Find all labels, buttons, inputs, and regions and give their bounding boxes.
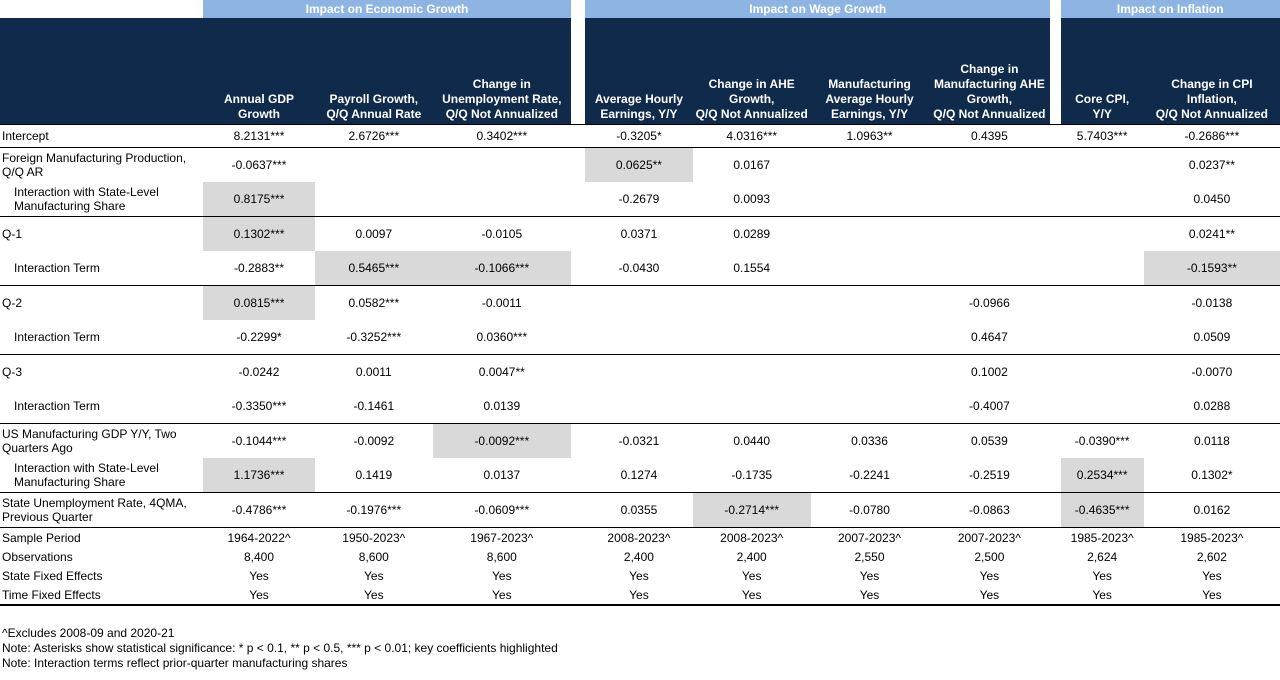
table-cell bbox=[693, 320, 811, 355]
table-cell: 5.7403*** bbox=[1061, 125, 1144, 148]
table-cell bbox=[585, 389, 693, 424]
table-cell: Yes bbox=[859, 568, 880, 583]
table-cell: Yes bbox=[629, 568, 649, 583]
table-cell: -0.2299* bbox=[236, 330, 282, 344]
row-label: Q-3 bbox=[0, 355, 203, 390]
group-spacer bbox=[1050, 0, 1060, 18]
column-header-line: Q/Q Not Annualized bbox=[933, 107, 1046, 121]
cell-spacer bbox=[571, 493, 585, 528]
table-cell: 1967-2023^ bbox=[433, 528, 571, 548]
table-row bbox=[0, 528, 1280, 548]
table-body bbox=[0, 125, 1280, 606]
cell-spacer bbox=[571, 585, 585, 605]
table-cell: 0.0011 bbox=[315, 355, 433, 390]
cell-spacer bbox=[571, 286, 585, 321]
table-cell: Yes bbox=[741, 568, 762, 583]
cell-spacer bbox=[1050, 251, 1060, 286]
table-cell bbox=[433, 148, 571, 183]
column-header-line: Manufacturing AHE bbox=[933, 77, 1045, 91]
column-header-line: Y/Y bbox=[1092, 107, 1112, 121]
column-header-line: Growth bbox=[238, 107, 281, 121]
table-cell: 0.3402*** bbox=[433, 125, 571, 148]
table-cell: -0.3205* bbox=[585, 125, 693, 148]
table-cell: 0.0137 bbox=[483, 468, 521, 482]
table-row bbox=[0, 148, 1280, 183]
table-cell: -0.2679 bbox=[618, 192, 660, 206]
table-cell bbox=[811, 251, 929, 286]
table-cell bbox=[585, 286, 693, 321]
table-row bbox=[0, 251, 1280, 286]
table-cell: 0.0162 bbox=[1144, 493, 1280, 528]
table-cell: Yes bbox=[1092, 568, 1112, 583]
column-header bbox=[1061, 18, 1144, 125]
column-header-line: Average Hourly bbox=[825, 92, 914, 106]
table-cell: 8,600 bbox=[358, 549, 389, 564]
table-cell: -0.2883** bbox=[234, 261, 285, 275]
cell-spacer bbox=[571, 182, 585, 217]
table-cell: 0.8175*** bbox=[203, 182, 315, 217]
table-cell: Yes bbox=[1061, 585, 1144, 605]
cell-spacer bbox=[571, 320, 585, 355]
table-cell: -0.0138 bbox=[1144, 286, 1280, 321]
table-cell: 2008-2023^ bbox=[585, 528, 693, 548]
table-cell: 0.1302* bbox=[1191, 468, 1233, 482]
table-cell: 0.2534*** bbox=[1061, 458, 1144, 493]
table-cell: -0.0070 bbox=[1144, 355, 1280, 390]
table-cell: -0.0780 bbox=[811, 493, 929, 528]
table-cell bbox=[928, 217, 1050, 252]
column-header-line: Change in CPI bbox=[1171, 77, 1253, 91]
table-cell bbox=[585, 355, 693, 390]
table-cell: 0.0288 bbox=[1193, 399, 1231, 413]
table-cell: 1.0963** bbox=[811, 125, 929, 148]
table-cell: -0.4635*** bbox=[1061, 493, 1144, 528]
header-spacer bbox=[571, 18, 585, 125]
table-cell: 2,500 bbox=[974, 549, 1005, 564]
table-cell: Yes bbox=[928, 585, 1050, 605]
table-cell bbox=[811, 217, 929, 252]
table-cell: -0.0011 bbox=[433, 286, 571, 321]
table-cell: 1950-2023^ bbox=[315, 528, 433, 548]
table-cell: Yes bbox=[492, 568, 512, 583]
table-cell: 1964-2022^ bbox=[203, 528, 315, 548]
table-cell bbox=[811, 355, 929, 390]
table-cell: -0.1735 bbox=[731, 468, 773, 482]
table-cell bbox=[693, 286, 811, 321]
table-cell: Yes bbox=[249, 568, 269, 583]
row-label: Intercept bbox=[0, 125, 203, 148]
table-cell: -0.1066*** bbox=[433, 251, 571, 286]
table-cell bbox=[928, 251, 1050, 286]
row-label: Interaction Term bbox=[14, 330, 100, 344]
table-cell: 0.0139 bbox=[483, 399, 521, 413]
table-cell: 0.0539 bbox=[928, 424, 1050, 459]
table-cell: 0.0815*** bbox=[203, 286, 315, 321]
column-header-line: Average Hourly bbox=[594, 92, 684, 106]
row-label: US Manufacturing GDP Y/Y, Two Quarters Ago bbox=[0, 424, 203, 459]
table-cell: Yes bbox=[1144, 585, 1280, 605]
table-cell: Yes bbox=[811, 585, 929, 605]
table-cell: -0.0966 bbox=[928, 286, 1050, 321]
cell-spacer bbox=[571, 389, 585, 424]
table-cell: -0.0390*** bbox=[1061, 424, 1144, 459]
table-cell bbox=[811, 320, 929, 355]
cell-spacer bbox=[1050, 424, 1060, 459]
table-cell: 0.1554 bbox=[733, 261, 771, 275]
table-cell: 1985-2023^ bbox=[1061, 528, 1144, 548]
table-cell: -0.0637*** bbox=[203, 148, 315, 183]
table-cell: 0.0097 bbox=[315, 217, 433, 252]
table-cell bbox=[928, 148, 1050, 183]
table-cell: -0.2686*** bbox=[1144, 125, 1280, 148]
table-row bbox=[0, 217, 1280, 252]
column-header bbox=[315, 18, 433, 125]
cell-spacer bbox=[571, 458, 585, 493]
table-cell: 0.0336 bbox=[811, 424, 929, 459]
group-header-blank bbox=[0, 0, 203, 18]
table-cell: 0.0582*** bbox=[315, 286, 433, 321]
row-label: Observations bbox=[2, 549, 73, 564]
table-cell bbox=[315, 182, 433, 217]
table-cell: -0.0321 bbox=[585, 424, 693, 459]
cell-spacer bbox=[1050, 320, 1060, 355]
table-cell bbox=[1061, 355, 1144, 390]
cell-spacer bbox=[571, 355, 585, 390]
column-header-line: Q/Q Not Annualized bbox=[1155, 107, 1268, 121]
cell-spacer bbox=[1050, 585, 1060, 605]
table-cell: 2,624 bbox=[1087, 549, 1118, 564]
table-row bbox=[0, 493, 1280, 528]
table-cell: 0.1274 bbox=[620, 468, 658, 482]
table-cell: -0.2241 bbox=[849, 468, 890, 482]
cell-spacer bbox=[571, 125, 585, 148]
column-header-line: Change in AHE bbox=[708, 77, 795, 91]
table-cell: -0.3252*** bbox=[346, 330, 402, 344]
row-label: Interaction Term bbox=[14, 399, 100, 413]
table-cell: 2008-2023^ bbox=[693, 528, 811, 548]
table-cell: -0.0430 bbox=[618, 261, 660, 275]
table-cell: 2,602 bbox=[1196, 549, 1227, 564]
column-header-line: Manufacturing bbox=[828, 77, 911, 91]
table-cell bbox=[811, 286, 929, 321]
group-spacer bbox=[571, 0, 585, 18]
table-cell: 2,400 bbox=[736, 549, 767, 564]
table-cell bbox=[928, 182, 1050, 217]
cell-spacer bbox=[571, 217, 585, 252]
table-row bbox=[0, 320, 1280, 355]
cell-spacer bbox=[1050, 389, 1060, 424]
column-header-line: Inflation, bbox=[1186, 92, 1237, 106]
row-label: State Fixed Effects bbox=[2, 568, 103, 583]
table-cell: 2,400 bbox=[623, 549, 654, 564]
table-cell: Yes bbox=[315, 585, 433, 605]
column-header bbox=[203, 18, 315, 125]
cell-spacer bbox=[1050, 547, 1060, 566]
cell-spacer bbox=[1050, 148, 1060, 183]
column-header-line: Change in bbox=[960, 62, 1019, 76]
column-header bbox=[1144, 18, 1280, 125]
row-label: Interaction Term bbox=[14, 261, 100, 275]
column-header bbox=[585, 18, 693, 125]
column-header bbox=[433, 18, 571, 125]
note-excludes: ^Excludes 2008-09 and 2020-21 bbox=[2, 626, 175, 640]
table-cell: 0.0509 bbox=[1193, 330, 1231, 344]
table-cell: 0.0625** bbox=[585, 148, 693, 183]
table-cell bbox=[693, 389, 811, 424]
table-cell: 4.0316*** bbox=[693, 125, 811, 148]
table-cell: 8,400 bbox=[244, 549, 275, 564]
table-cell: 0.1002 bbox=[928, 355, 1050, 390]
column-header-line: Q/Q Not Annualized bbox=[445, 107, 558, 121]
table-row bbox=[0, 125, 1280, 148]
table-cell: 1985-2023^ bbox=[1144, 528, 1280, 548]
row-label: Interaction with State-Level Manufacturing Share bbox=[14, 461, 159, 489]
header-blank bbox=[0, 18, 203, 125]
table-cell: 0.0450 bbox=[1193, 192, 1231, 206]
table-cell bbox=[1061, 389, 1144, 424]
cell-spacer bbox=[1050, 566, 1060, 585]
table-row bbox=[0, 182, 1280, 217]
cell-spacer bbox=[1050, 493, 1060, 528]
table-cell: Yes bbox=[1202, 568, 1222, 583]
table-cell: 0.0355 bbox=[585, 493, 693, 528]
group-inflation: Impact on Inflation bbox=[1061, 0, 1280, 18]
column-header-line: Change in bbox=[472, 77, 531, 91]
cell-spacer bbox=[571, 424, 585, 459]
table-cell: -0.2519 bbox=[969, 468, 1010, 482]
column-header-line: Earnings, Y/Y bbox=[600, 107, 678, 121]
row-label: State Unemployment Rate, 4QMA, Previous Quarter bbox=[0, 493, 203, 528]
cell-spacer bbox=[1050, 217, 1060, 252]
table-row bbox=[0, 566, 1280, 585]
column-header bbox=[811, 18, 929, 125]
cell-spacer bbox=[1050, 528, 1060, 548]
cell-spacer bbox=[1050, 458, 1060, 493]
table-cell bbox=[811, 389, 929, 424]
table-cell bbox=[433, 182, 571, 217]
table-cell bbox=[1061, 148, 1144, 183]
table-cell: 0.0360*** bbox=[476, 330, 528, 344]
table-cell: -0.1044*** bbox=[203, 424, 315, 459]
column-header-line: Q/Q Not Annualized bbox=[695, 107, 808, 121]
cell-spacer bbox=[1050, 286, 1060, 321]
column-header bbox=[693, 18, 811, 125]
table-row bbox=[0, 424, 1280, 459]
table-cell bbox=[315, 148, 433, 183]
table-row bbox=[0, 458, 1280, 493]
table-cell bbox=[693, 355, 811, 390]
table-cell: -0.1976*** bbox=[315, 493, 433, 528]
table-cell: Yes bbox=[693, 585, 811, 605]
column-header bbox=[928, 18, 1050, 125]
table-cell: -0.2714*** bbox=[693, 493, 811, 528]
column-header-line: Payroll Growth, bbox=[329, 92, 419, 106]
table-cell: -0.4786*** bbox=[203, 493, 315, 528]
column-header-line: Unemployment Rate, bbox=[442, 92, 562, 106]
table-row bbox=[0, 355, 1280, 390]
cell-spacer bbox=[571, 528, 585, 548]
table-row bbox=[0, 547, 1280, 566]
table-cell: 2007-2023^ bbox=[811, 528, 929, 548]
table-cell: -0.0863 bbox=[928, 493, 1050, 528]
column-header-row bbox=[0, 18, 1280, 125]
table-cell: Yes bbox=[433, 585, 571, 605]
table-cell: Yes bbox=[585, 585, 693, 605]
table-cell bbox=[1061, 217, 1144, 252]
cell-spacer bbox=[1050, 355, 1060, 390]
table-cell bbox=[585, 320, 693, 355]
table-cell: -0.1593** bbox=[1144, 251, 1280, 286]
table-cell: 0.4395 bbox=[928, 125, 1050, 148]
row-label: Time Fixed Effects bbox=[0, 585, 203, 605]
table-cell: Yes bbox=[364, 568, 384, 583]
row-label: Sample Period bbox=[0, 528, 203, 548]
table-cell: 0.0371 bbox=[585, 217, 693, 252]
group-wage-growth: Impact on Wage Growth bbox=[585, 0, 1050, 18]
note-significance: Note: Asterisks show statistical significance: * p < 0.1, ** p < 0.5, *** p < 0.01; key coefficients highlighted bbox=[2, 641, 558, 655]
column-header-line: Earnings, Y/Y bbox=[830, 107, 909, 121]
table-cell bbox=[1061, 182, 1144, 217]
table-cell: 0.0118 bbox=[1144, 424, 1280, 459]
row-label: Q-1 bbox=[0, 217, 203, 252]
column-header-line: Annual GDP bbox=[224, 92, 295, 106]
table-cell: 0.0289 bbox=[693, 217, 811, 252]
table-cell: 8.2131*** bbox=[203, 125, 315, 148]
table-cell: 0.0237** bbox=[1144, 148, 1280, 183]
cell-spacer bbox=[571, 566, 585, 585]
row-label: Foreign Manufacturing Production, Q/Q AR bbox=[0, 148, 203, 183]
table-cell bbox=[1061, 320, 1144, 355]
cell-spacer bbox=[571, 547, 585, 566]
table-cell: 8,600 bbox=[486, 549, 517, 564]
table-notes bbox=[2, 626, 558, 671]
column-header-line: Growth, bbox=[729, 92, 775, 106]
cell-spacer bbox=[571, 148, 585, 183]
table-cell bbox=[811, 182, 929, 217]
table-cell bbox=[811, 148, 929, 183]
table-row bbox=[0, 286, 1280, 321]
table-row bbox=[0, 585, 1280, 605]
cell-spacer bbox=[1050, 125, 1060, 148]
cell-spacer bbox=[571, 251, 585, 286]
table-cell: -0.3350*** bbox=[231, 399, 287, 413]
table-cell: -0.0105 bbox=[433, 217, 571, 252]
table-cell: 2.6726*** bbox=[315, 125, 433, 148]
table-cell: Yes bbox=[979, 568, 1000, 583]
group-economic-growth: Impact on Economic Growth bbox=[203, 0, 571, 18]
note-interaction: Note: Interaction terms reflect prior-quarter manufacturing shares bbox=[2, 656, 348, 670]
table-cell: 0.0440 bbox=[693, 424, 811, 459]
table-cell: -0.0092 bbox=[315, 424, 433, 459]
row-label: Q-2 bbox=[0, 286, 203, 321]
table-cell: 0.0241** bbox=[1144, 217, 1280, 252]
table-cell: 2007-2023^ bbox=[928, 528, 1050, 548]
table-cell: -0.1461 bbox=[353, 399, 395, 413]
table-cell: 0.4647 bbox=[971, 330, 1008, 344]
table-cell: 0.5465*** bbox=[315, 251, 433, 286]
table-row bbox=[0, 389, 1280, 424]
table-cell: Yes bbox=[203, 585, 315, 605]
cell-spacer bbox=[1050, 182, 1060, 217]
column-header-line: Q/Q Annual Rate bbox=[326, 107, 422, 121]
table-cell bbox=[1061, 286, 1144, 321]
header-spacer bbox=[1050, 18, 1060, 125]
row-label: Interaction with State-Level Manufacturing Share bbox=[14, 185, 159, 213]
table-cell: 1.1736*** bbox=[203, 458, 315, 493]
table-cell: -0.0092*** bbox=[433, 424, 571, 459]
table-cell: -0.4007 bbox=[969, 399, 1010, 413]
table-cell: 2,550 bbox=[854, 549, 885, 564]
table-cell bbox=[1061, 251, 1144, 286]
table-cell: 0.0167 bbox=[693, 148, 811, 183]
column-header-line: Core CPI, bbox=[1075, 92, 1130, 106]
table-cell: -0.0609*** bbox=[433, 493, 571, 528]
column-header-line: Growth, bbox=[966, 92, 1013, 106]
table-cell: 0.1302*** bbox=[203, 217, 315, 252]
table-cell: 0.1419 bbox=[355, 468, 393, 482]
table-cell: 0.0047** bbox=[433, 355, 571, 390]
table-cell: 0.0093 bbox=[733, 192, 771, 206]
table-cell: -0.0242 bbox=[203, 355, 315, 390]
group-header-row bbox=[0, 0, 1280, 18]
